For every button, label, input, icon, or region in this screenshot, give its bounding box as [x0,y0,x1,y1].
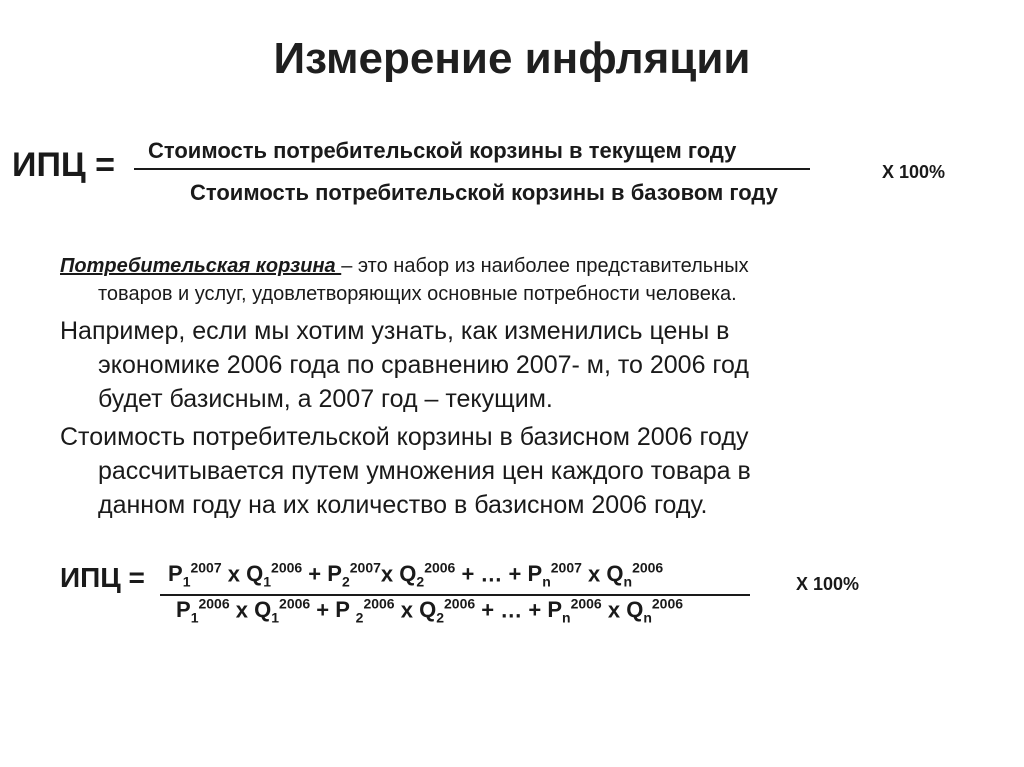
term-base: P [176,597,191,623]
formula-operator: х [601,597,627,623]
formula-operator: х [394,597,420,623]
term-subscript: n [542,573,551,590]
example-paragraph [60,314,960,416]
formula-multiplier: Х 100% [796,574,860,594]
term-subscript: 1 [182,573,191,590]
term-superscript: 2007 [349,560,381,576]
term-superscript: 2006 [198,596,230,612]
term-superscript: 2007 [190,560,222,576]
example-line1: Например, если мы хотим узнать, как изменились цены в [60,317,730,345]
formula-operator: + … + [455,561,528,587]
formula-operator: х [221,561,247,587]
formula-operator: х [380,561,400,587]
explanation-line2: рассчитывается путем умножения цен каждого товара в [98,457,751,485]
term-subscript: 1 [190,609,199,626]
formula-term [606,560,664,590]
formula-operator: + [310,597,336,623]
formula-operator: + … + [475,597,548,623]
term-superscript: 2007 [550,560,582,576]
definition-text-line2: товаров и услуг, удовлетворяющих основные потребности человека. [98,283,737,305]
slide-title: Измерение инфляции [273,34,751,83]
term-subscript: 2 [416,573,425,590]
formula-term [527,560,582,590]
formula-multiplier: Х 100% [882,162,946,182]
formula-operator: х [229,597,255,623]
formula-term [419,596,476,626]
term-subscript: n [562,609,571,626]
explanation-paragraph [60,420,960,522]
term-base: Q [246,561,264,587]
term-superscript: 2006 [271,560,303,576]
formula-numerator: Стоимость потребительской корзины в текущем году [148,138,737,163]
term-subscript: n [643,609,652,626]
formula-lhs: ИПЦ = [12,146,116,184]
formula-term [335,596,395,626]
example-line3: будет базисным, а 2007 год – текущим. [98,385,553,413]
definition-term: Потребительская корзина [60,255,342,277]
definition-paragraph [60,252,960,308]
term-subscript: 2 [436,609,444,626]
explanation-line1: Стоимость потребительской корзины в базисном 2006 году [60,423,749,451]
formula-term [254,596,311,626]
term-base: P [168,561,183,587]
term-base: Q [419,597,437,623]
definition-text-line1: – это набор из наиболее представительных [341,255,749,277]
term-base: P [327,561,342,587]
formula-term [626,596,684,626]
formula-term [327,560,381,590]
term-subscript: n [623,573,633,590]
term-base: Q [626,597,644,623]
term-base: P [335,597,356,623]
term-superscript: 2006 [632,560,664,576]
term-base: P [527,561,543,587]
term-subscript: 1 [263,573,272,590]
fraction-line [134,168,810,170]
formula-denominator: Стоимость потребительской корзины в базовом году [190,180,778,205]
formula-numerator [168,560,663,590]
term-subscript: 1 [271,609,280,626]
term-base: Q [254,597,272,623]
term-superscript: 2006 [363,596,395,612]
formula-operator: + [302,561,328,587]
term-superscript: 2006 [424,560,456,576]
formula-lhs: ИПЦ = [60,562,145,593]
term-base: Q [399,561,417,587]
term-superscript: 2006 [570,596,602,612]
formula-term [399,560,456,590]
term-base: Q [606,561,624,587]
formula-term [168,560,222,590]
formula-term [246,560,303,590]
term-subscript: 2 [341,573,350,590]
formula-term [176,596,230,626]
term-subscript: 2 [355,609,364,626]
example-line2: экономике 2006 года по сравнению 2007- м, то 2006 год [98,351,749,379]
term-superscript: 2006 [651,596,684,612]
term-superscript: 2006 [444,596,476,612]
formula-denominator [176,596,683,626]
term-superscript: 2006 [279,596,311,612]
formula-term [547,596,602,626]
term-base: P [547,597,562,623]
explanation-line3: данном году на их количество в базисном 2006 году. [98,491,708,519]
formula-operator: х [581,561,607,587]
